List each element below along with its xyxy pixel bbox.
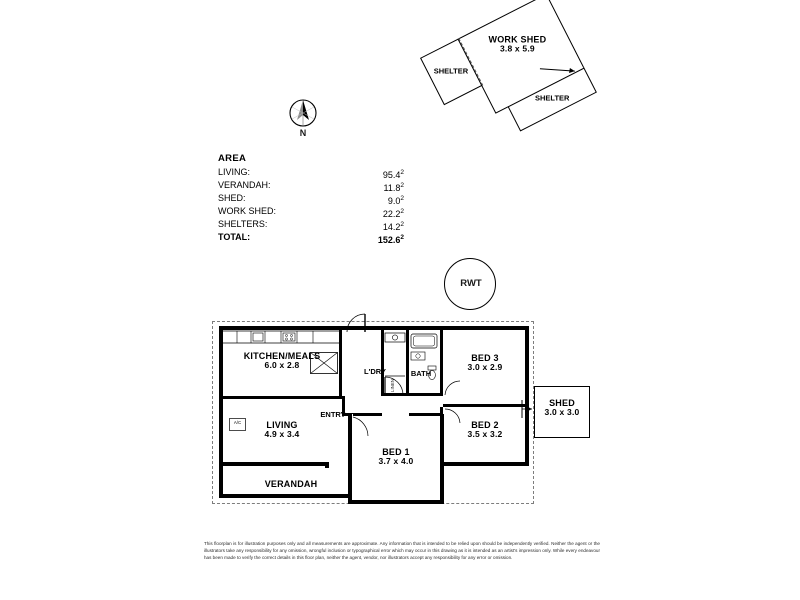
work-shed-label: WORK SHED 3.8 x 5.9	[488, 34, 547, 54]
north-label: N	[299, 128, 307, 138]
wall-entry-right	[325, 462, 329, 468]
room-label-bed1: BED 1 3.7 x 4.0	[378, 447, 414, 467]
area-total-label: TOTAL:	[218, 232, 251, 242]
shelter-bottom-label: SHELTER	[535, 93, 570, 103]
area-row	[218, 192, 418, 205]
area-row-label: VERANDAH:	[218, 180, 271, 190]
area-row-label: WORK SHED:	[218, 206, 277, 216]
area-row-value: 95.4$^2$	[382, 169, 404, 180]
area-row-value: 22.2$^2$	[382, 208, 404, 219]
area-row	[218, 205, 418, 218]
disclaimer-text: This floorplan is for illustration purposes only and all measurements are approximate. Any information that is intended to be relied upon should be independently verified. Neither the agent or the illustrators take any responsibility for any omission, wrongful inclusion or typographical error which may occur in this drawing as it is intended as an artist's impression only. While every endeavour has been made to verify the correct details in this floor plan, neither the agent, vendor, nor illustrators accept any responsibility for any error or omission.	[204, 541, 600, 561]
room-label-living: LIVING 4.9 x 3.4	[264, 420, 300, 440]
wall-right	[525, 326, 529, 466]
room-label-bath: BATH	[410, 369, 432, 378]
area-row	[218, 179, 418, 192]
rain-water-tank	[444, 258, 496, 310]
room-label-bed3: BED 3 3.0 x 2.9	[467, 353, 503, 373]
area-row-label: SHED:	[218, 193, 246, 203]
area-row-label: LIVING:	[218, 167, 251, 177]
area-row-value: $9.0^2$	[387, 195, 404, 206]
wall-verandah-bottom	[219, 494, 352, 498]
door-bed1-swing	[352, 416, 370, 438]
door-ldry	[384, 376, 404, 396]
rwt-label: RWT	[460, 278, 482, 289]
wall-kitchen-right	[339, 326, 342, 399]
shelter-top-label: SHELTER	[433, 66, 469, 76]
area-row	[218, 166, 418, 179]
area-row-value: 14.2$^2$	[382, 221, 404, 232]
room-label-entry: ENTRY	[320, 410, 346, 419]
room-label-ldry: L'DRY	[364, 367, 386, 376]
sliding-door-shed	[519, 398, 535, 420]
door-bed3	[444, 380, 462, 396]
room-label-bed2: BED 2 3.5 x 3.2	[467, 420, 503, 440]
linen-label: LINEN	[390, 379, 395, 392]
area-total-value: 152.6$^2$	[377, 234, 404, 245]
north-arrow-icon	[288, 98, 318, 144]
wall-bed1-bottom	[348, 500, 444, 504]
wall-bottom-right	[441, 462, 529, 466]
room-label-verandah: VERANDAH	[264, 479, 318, 489]
ac-label: A/C	[233, 420, 242, 425]
bath-fixtures	[409, 332, 439, 392]
shed-label: SHED 3.0 x 3.0	[544, 398, 580, 418]
outbuilding-group	[414, 30, 574, 190]
area-row-value: 11.8$^2$	[383, 182, 404, 193]
area-total-row	[218, 231, 418, 244]
wall-bed3-bed2	[443, 404, 529, 407]
area-schedule-title: AREA	[218, 153, 247, 164]
door-entry-front	[345, 312, 373, 334]
area-row	[218, 218, 418, 231]
wall-kitchen-living	[219, 396, 342, 399]
wall-hall-top-seg	[409, 413, 443, 416]
wall-living-bottom	[219, 462, 329, 466]
room-label-kitchen: KITCHEN/MEALS 6.0 x 2.8	[243, 351, 321, 371]
area-schedule	[218, 153, 418, 244]
area-row-label: SHELTERS:	[218, 219, 268, 229]
